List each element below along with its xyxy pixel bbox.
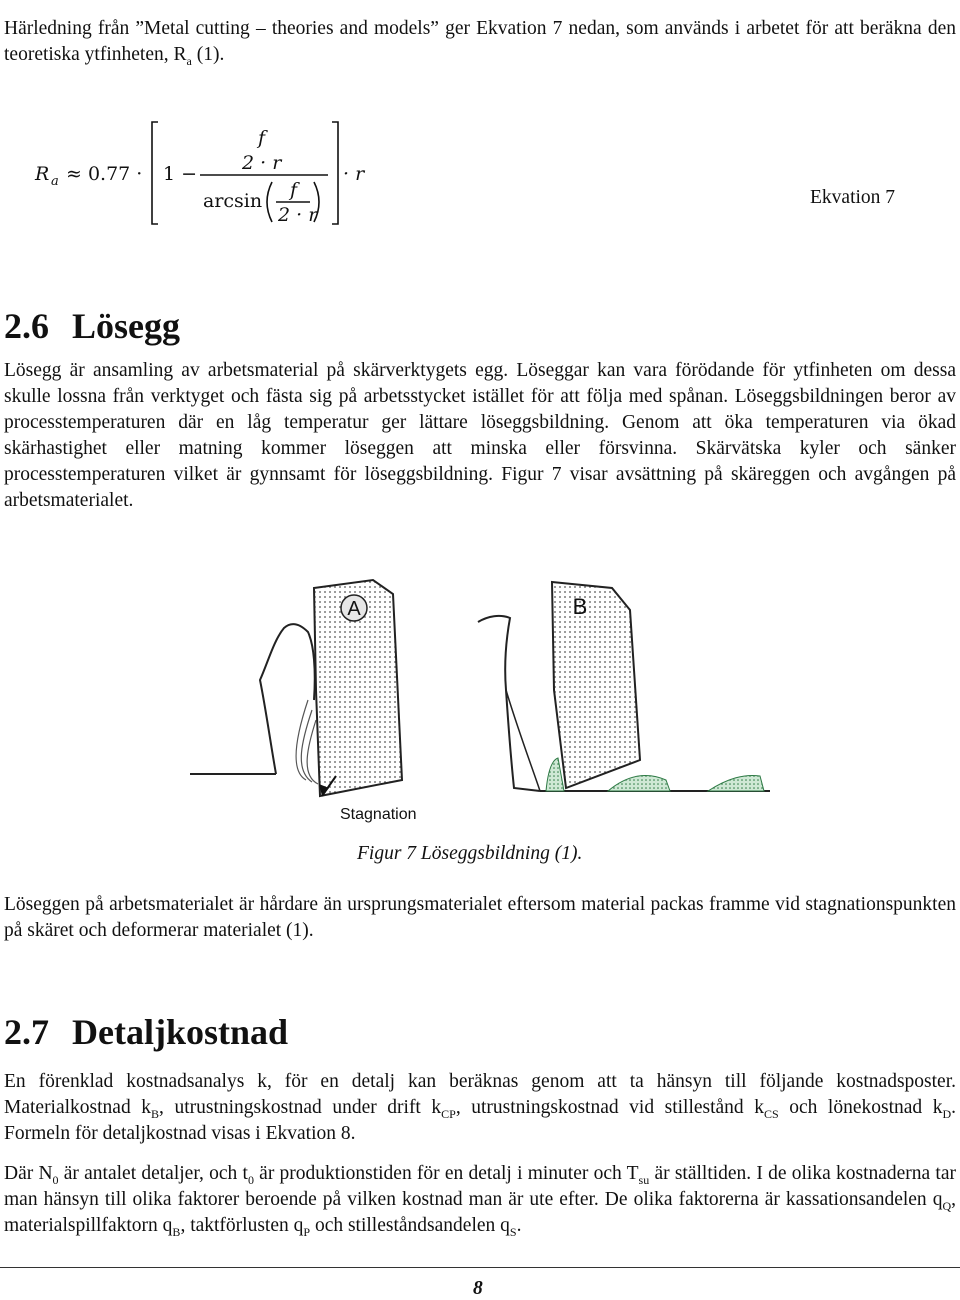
intro-text-end: (1). (191, 44, 225, 65)
text: . Formeln för detaljkostnad visas i Ekvation 8. (4, 1097, 956, 1144)
tool-b (552, 582, 640, 788)
text: är ställtiden. I de olika kostnaderna tar man hänsyn till olika faktorer beroende på vilken kostnad man är ute efter. De olika faktorerna är kassationsandelen q (4, 1163, 956, 1210)
text: och lönekostnad k (778, 1097, 943, 1118)
figure-7 (188, 570, 778, 830)
label-a: A (347, 598, 361, 620)
subscript: CP (441, 1106, 456, 1121)
subscript: B (172, 1224, 181, 1239)
chip-line (506, 690, 540, 791)
intro-paragraph (4, 16, 956, 68)
right-bracket (332, 122, 338, 224)
footer-rule (0, 1267, 960, 1268)
eq-2r-inner: 2 · r (278, 204, 318, 226)
figure-caption: Figur 7 Löseggsbildning (1). (357, 843, 583, 864)
text: är produktionstiden för en detalj i minuter och T (253, 1163, 639, 1184)
subscript: S (509, 1224, 517, 1239)
stagnation-label: Stagnation (340, 806, 417, 823)
eq-lhs: R (35, 163, 50, 185)
deposit-workpiece-2 (708, 776, 764, 791)
text: En förenklad kostnadsanalys k, för en detalj kan beräknas genom att ta hänsyn till följande kostnadsposter. Materialkostnad k (4, 1071, 956, 1118)
text: Där N (4, 1163, 53, 1184)
figure-7-svg (188, 570, 778, 830)
eq-lhs-sub: a (51, 174, 59, 189)
section-number: 2.6 (4, 306, 49, 346)
text: är antalet detaljer, och t (58, 1163, 248, 1184)
label-b: B (572, 594, 588, 619)
subscript: P (303, 1224, 311, 1239)
eq-f-top: f (258, 127, 266, 149)
text: , utrustningskostnad under drift k (159, 1097, 442, 1118)
text: , taktförlusten q (180, 1215, 304, 1236)
deposit-tool-edge (546, 758, 564, 791)
subscript: D (942, 1106, 952, 1121)
text: . (516, 1215, 522, 1236)
losegg-paragraph: Lösegg är ansamling av arbetsmaterial på skärverktygets egg. Löseggar kan vara förödande för ytfinheten om dessa skulle lossna från verktyget och fästa sig på arbetsstycket istället för att följa med spånan. Löseggsbildningen beror av processtemperaturen där en låg temperatur ger lättare löseggsbildning. Genom att öka temperaturen via ökad skärhastighet eller matning kommer löseggen att minska eller försvinna. Skärvätska kyler och sänker processtemperaturen vilket är gynnsamt för löseggsbildning. Figur 7 visar avsättning på skäreggen och avgången på arbetsmaterialet. (4, 360, 956, 511)
eq-arcsin: arcsin (203, 190, 263, 212)
equation-7 (0, 112, 960, 232)
cost-paragraph-1 (4, 1069, 956, 1147)
section-title: Lösegg (72, 306, 180, 346)
subscript: 0 (247, 1172, 254, 1187)
text: , materialspillfaktorn q (4, 1189, 956, 1236)
subscript: a (186, 53, 192, 68)
eq-f-inner: f (290, 179, 298, 201)
eq-2r-top: 2 · r (242, 152, 282, 174)
flow-lines (296, 700, 318, 784)
left-paren (267, 182, 272, 222)
subscript: 0 (52, 1172, 59, 1187)
section-number: 2.7 (4, 1012, 49, 1052)
subscript: su (638, 1172, 650, 1187)
text: och stilleståndsandelen q (310, 1215, 510, 1236)
section-heading-2-6 (4, 306, 180, 346)
subscript: B (151, 1106, 160, 1121)
section-heading-2-7 (4, 1012, 288, 1052)
page-number: 8 (473, 1278, 483, 1299)
cost-paragraph-2 (4, 1161, 956, 1239)
subscript: CS (763, 1106, 779, 1121)
intro-text: Härledning från ”Metal cutting – theories and models” ger Ekvation 7 nedan, som används i arbetet för att beräkna den teoretiska ytfinheten, R (4, 18, 956, 65)
equation-label: Ekvation 7 (810, 187, 896, 208)
section-title: Detaljkostnad (72, 1012, 289, 1052)
after-figure-paragraph: Löseggen på arbetsmaterialet är hårdare än ursprungsmaterialet eftersom material packas framme vid stagnationspunkten på skäret och deformerar materialet (1). (4, 894, 956, 941)
equation-svg (0, 112, 380, 232)
workpiece-profile (260, 624, 315, 774)
eq-one: 1 − (163, 163, 198, 185)
subscript: Q (942, 1198, 952, 1213)
left-bracket (152, 122, 158, 224)
eq-times-r: · r (343, 163, 365, 185)
eq-approx: ≈ 0.77 · (66, 163, 143, 185)
text: , utrustningskostnad vid stillestånd k (455, 1097, 764, 1118)
deposit-workpiece-1 (608, 775, 670, 791)
